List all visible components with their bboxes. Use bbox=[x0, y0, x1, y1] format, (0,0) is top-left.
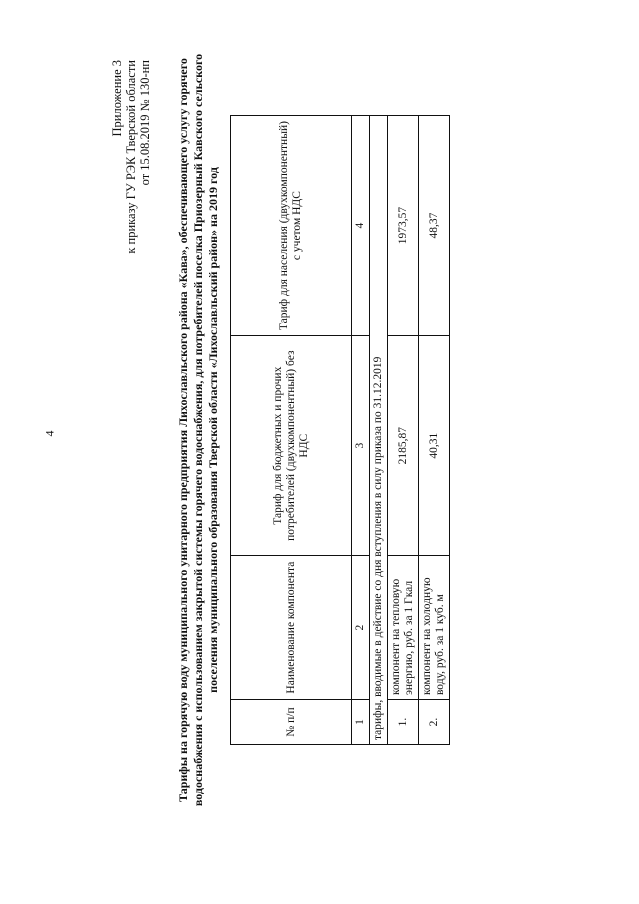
row-component-name: компонент на холодную воду, руб. за 1 куб. м bbox=[419, 556, 450, 700]
appendix-line-2: к приказу ГУ РЭК Тверской области bbox=[124, 60, 138, 254]
table-row bbox=[419, 116, 450, 745]
header-budget-tariff: Тариф для бюджетных и прочих потребителей (двухкомпонентный) без НДС bbox=[231, 336, 352, 556]
row-budget-value: 40,31 bbox=[419, 336, 450, 556]
row-number: 2. bbox=[419, 700, 450, 745]
column-number: 1 bbox=[352, 700, 370, 745]
column-number: 3 bbox=[352, 336, 370, 556]
column-number-row bbox=[352, 116, 370, 745]
appendix-header bbox=[110, 60, 152, 254]
tariff-table bbox=[230, 115, 450, 745]
title-line-2: водоснабжения с использованием закрытой системы горячего водоснабжения, для потребителей поселка Приозерный Кавского сельского bbox=[191, 53, 205, 807]
row-budget-value: 2185,87 bbox=[388, 336, 419, 556]
rotated-page-content bbox=[110, 20, 570, 840]
header-number: № п/п bbox=[231, 700, 352, 745]
header-population-tariff: Тариф для населения (двухкомпонентный) с учетом НДС bbox=[231, 116, 352, 336]
header-component: Наименование компонента bbox=[231, 556, 352, 700]
row-population-value: 48,37 bbox=[419, 116, 450, 336]
page-number: 4 bbox=[42, 430, 57, 437]
section-caption: тарифы, вводимые в действие со дня вступления в силу приказа по 31.12.2019 bbox=[370, 116, 388, 745]
row-population-value: 1973,57 bbox=[388, 116, 419, 336]
column-number: 4 bbox=[352, 116, 370, 336]
row-number: 1. bbox=[388, 700, 419, 745]
title-line-1: Тарифы на горячую воду муниципального унитарного предприятия Лихославльского района «Кава», обеспечивающего услугу горячего bbox=[176, 58, 190, 802]
document-title bbox=[176, 20, 221, 840]
appendix-line-1: Приложение 3 bbox=[110, 60, 124, 137]
section-row bbox=[370, 116, 388, 745]
table-row bbox=[388, 116, 419, 745]
table-header-row bbox=[231, 116, 352, 745]
title-line-3: поселения муниципального образования Тверской области «Лихославльский район» на 2019 год bbox=[206, 167, 220, 693]
appendix-line-3: от 15.08.2019 № 130-нп bbox=[138, 60, 152, 186]
column-number: 2 bbox=[352, 556, 370, 700]
row-component-name: компонент на тепловую энергию, руб. за 1 Гкал bbox=[388, 556, 419, 700]
